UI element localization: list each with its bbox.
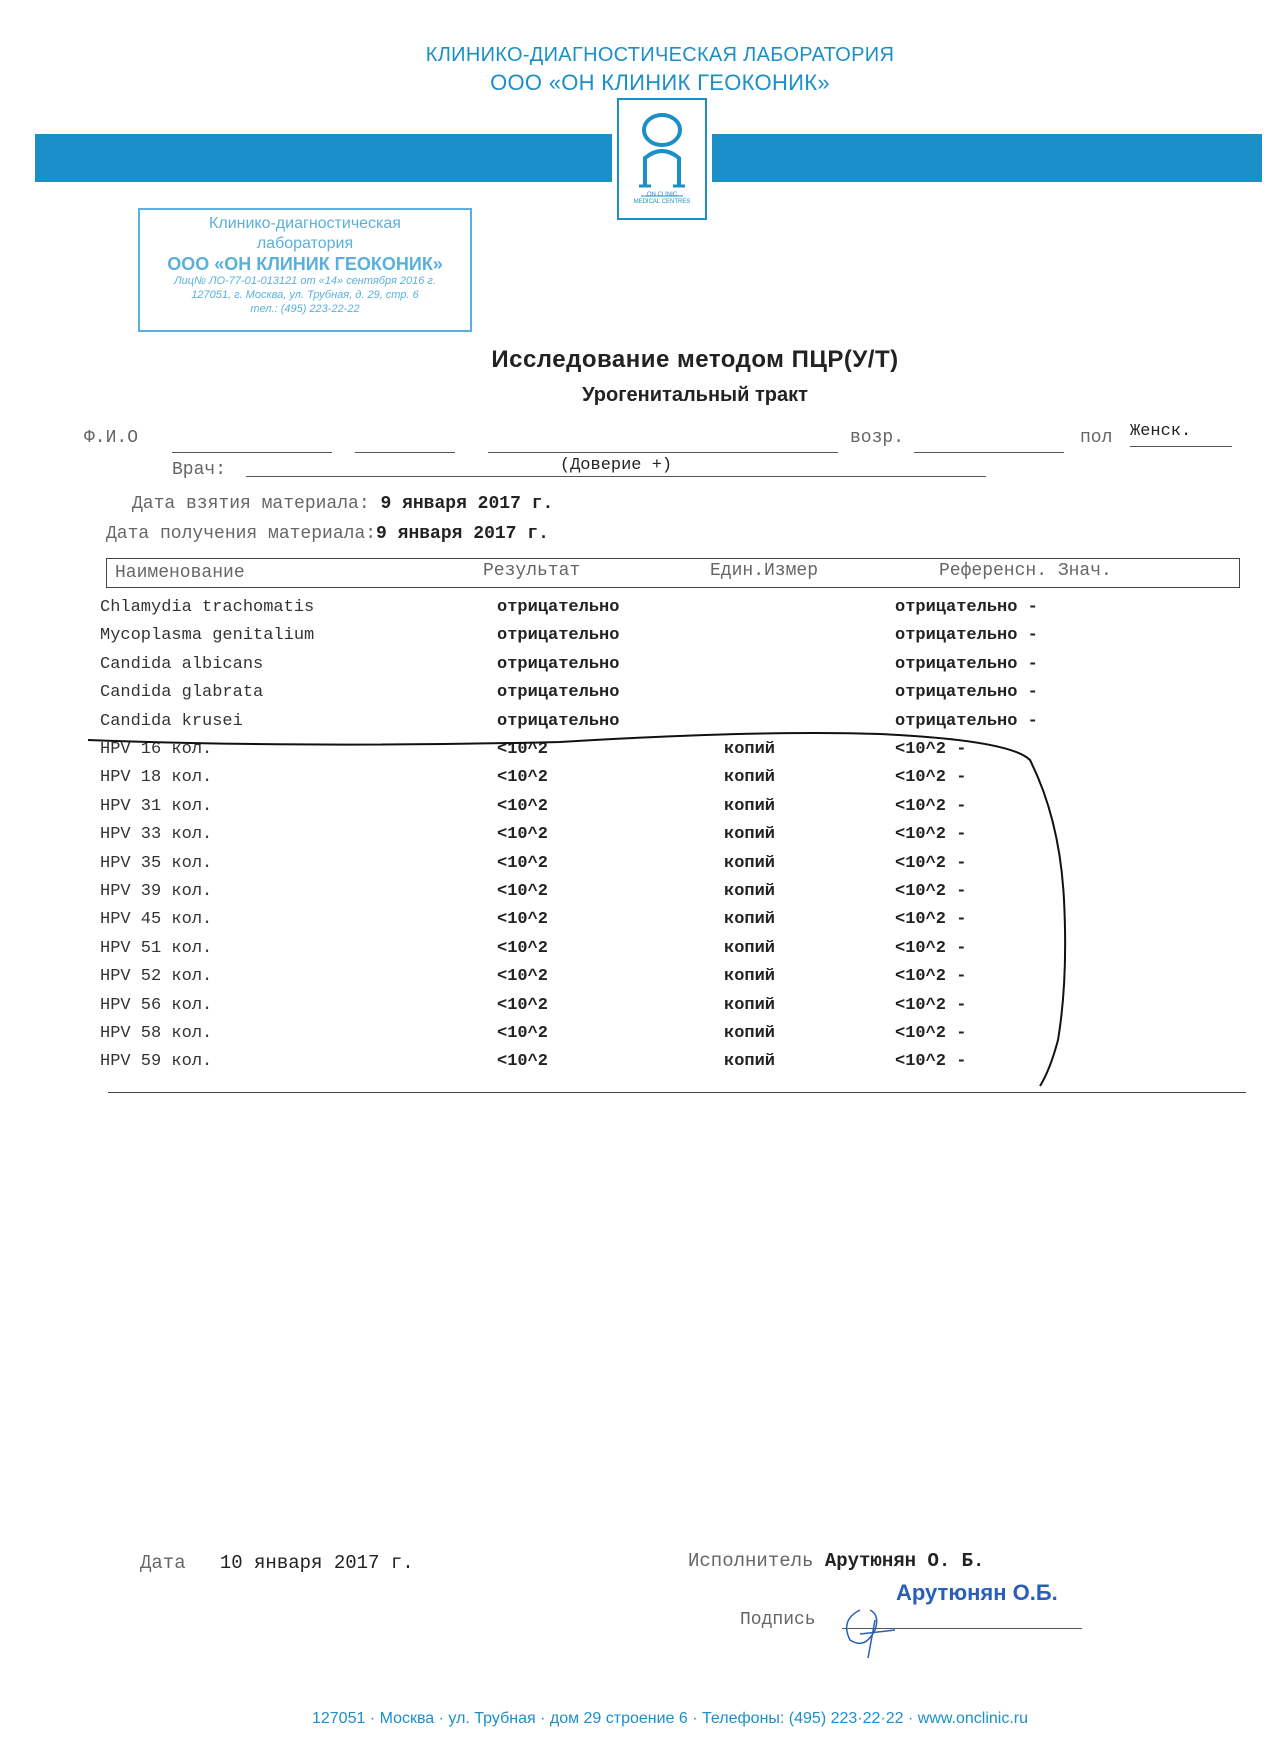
cell-result: отрицательно: [497, 711, 620, 731]
cell-result: <10^2: [497, 910, 549, 930]
stamp-line5: 127051, г. Москва, ул. Трубная, д. 29, стр. 6: [191, 289, 419, 301]
lab-name-line1: КЛИНИКО-ДИАГНОСТИЧЕСКАЯ ЛАБОРАТОРИЯ: [425, 44, 895, 66]
signoff-date-value: 10 января 2017 г.: [219, 1552, 414, 1574]
cell-unit: копий: [724, 825, 776, 845]
cell-name: HPV 45 кол.: [100, 910, 213, 930]
doctor-label: Врач:: [172, 460, 227, 480]
cell-name: HPV 52 кол.: [100, 967, 213, 987]
signoff-date-row: [140, 1552, 414, 1574]
sex-value: Женск.: [1130, 422, 1232, 447]
cell-name: HPV 56 кол.: [100, 995, 213, 1015]
age-label: возр.: [850, 428, 905, 448]
cell-name: HPV 18 кол.: [100, 768, 213, 788]
cell-ref: <10^2 -: [895, 740, 967, 759]
cell-unit: копий: [724, 938, 776, 958]
cell-name: HPV 58 кол.: [100, 1024, 213, 1043]
cell-ref: отрицательно -: [895, 598, 1038, 617]
cell-result: <10^2: [497, 882, 549, 901]
cell-ref: <10^2 -: [895, 938, 967, 958]
cell-name: Candida albicans: [100, 654, 264, 674]
cell-ref: <10^2 -: [895, 995, 967, 1015]
cell-unit: копий: [724, 1024, 776, 1043]
fio-label: Ф.И.О: [84, 428, 139, 448]
date-received-value: 9 января 2017 г.: [376, 524, 549, 544]
cell-result: <10^2: [497, 938, 549, 958]
cell-ref: <10^2 -: [895, 882, 967, 901]
cell-name: HPV 16 кол.: [100, 740, 213, 759]
signature-scribble: [820, 1590, 940, 1660]
footer-address: 127051 · Москва · ул. Трубная · дом 29 строение 6 · Телефоны: (495) 223·22·22 · www.onclinic.ru: [311, 1710, 1029, 1727]
signature-name-stamp: Арутюнян О.Б.: [896, 1580, 1058, 1605]
cell-unit: копий: [724, 853, 776, 873]
cell-result: отрицательно: [497, 683, 620, 703]
cell-unit: копий: [724, 1052, 776, 1072]
cell-result: <10^2: [497, 768, 549, 788]
cell-unit: копий: [724, 995, 776, 1015]
stamp-line6: тел.: (495) 223-22-22: [250, 303, 360, 315]
cell-name: HPV 33 кол.: [100, 825, 213, 845]
date-taken-value: 9 января 2017 г.: [380, 494, 554, 514]
cell-unit: копий: [724, 882, 776, 901]
cell-unit: копий: [724, 740, 776, 759]
cell-ref: <10^2 -: [895, 967, 967, 987]
cell-result: отрицательно: [497, 626, 620, 646]
stamp-line2: лаборатория: [256, 235, 354, 252]
cell-ref: <10^2 -: [895, 853, 967, 873]
cell-ref: <10^2 -: [895, 910, 967, 930]
col-unit-header: Един.Измер: [710, 561, 819, 581]
cell-unit: копий: [724, 967, 776, 987]
cell-ref: <10^2 -: [895, 796, 967, 816]
cell-ref: <10^2 -: [895, 1052, 967, 1072]
executor-value: Арутюнян О. Б.: [824, 1550, 985, 1572]
cell-ref: <10^2 -: [895, 768, 967, 788]
cell-unit: копий: [724, 796, 776, 816]
stamp-line1: Клинико-диагностическая: [209, 215, 401, 232]
cell-result: <10^2: [497, 967, 549, 987]
cell-result: отрицательно: [497, 654, 620, 674]
cell-ref: отрицательно -: [895, 654, 1038, 674]
cell-name: HPV 59 кол.: [100, 1052, 213, 1072]
cell-ref: отрицательно -: [895, 683, 1038, 703]
stamp-line4: Лиц№ ЛО-77-01-013121 от «14» сентября 2016 г.: [174, 275, 436, 287]
cell-result: <10^2: [497, 1052, 549, 1072]
cell-result: <10^2: [497, 740, 549, 759]
lab-name-line2: ООО «ОН КЛИНИК ГЕОКОНИК»: [490, 70, 830, 95]
cell-ref: отрицательно -: [895, 711, 1038, 731]
cell-result: <10^2: [497, 825, 549, 845]
report-subtitle: Урогенитальный тракт: [582, 384, 808, 406]
cell-result: отрицательно: [497, 598, 620, 617]
report-title: Исследование методом ПЦР(У/Т): [491, 346, 899, 373]
signoff-date-label: Дата: [140, 1552, 186, 1574]
logo-caption-1: ON CLINIC: [646, 192, 678, 198]
cell-name: Chlamydia trachomatis: [100, 598, 315, 617]
col-name-header: Наименование: [115, 563, 245, 583]
cell-name: Candida glabrata: [100, 683, 264, 703]
date-received-label: Дата получения материала:: [106, 524, 377, 544]
sex-label: пол: [1080, 428, 1113, 448]
executor-label: Исполнитель: [688, 1550, 814, 1572]
cell-unit: копий: [724, 910, 776, 930]
cell-ref: <10^2 -: [895, 825, 967, 845]
cell-result: <10^2: [497, 1024, 549, 1043]
cell-result: <10^2: [497, 796, 549, 816]
date-taken-label: Дата взятия материала:: [132, 494, 370, 514]
stamp-line3: ООО «ОН КЛИНИК ГЕОКОНИК»: [167, 254, 443, 274]
cell-result: <10^2: [497, 853, 549, 873]
cell-unit: копий: [724, 768, 776, 788]
cell-name: HPV 39 кол.: [100, 882, 213, 901]
executor-row: [688, 1550, 984, 1572]
doctor-value: (Доверие +): [559, 456, 673, 475]
logo-caption-2: MEDICAL CENTRES: [633, 199, 691, 205]
cell-name: Mycoplasma genitalium: [100, 626, 315, 646]
signature-label: Подпись: [740, 1610, 816, 1630]
cell-name: HPV 35 кол.: [100, 853, 213, 873]
cell-name: HPV 31 кол.: [100, 796, 213, 816]
cell-ref: <10^2 -: [895, 1024, 967, 1043]
col-result-header: Результат: [483, 561, 581, 581]
cell-ref: отрицательно -: [895, 626, 1038, 646]
cell-name: HPV 51 кол.: [100, 938, 213, 958]
cell-result: <10^2: [497, 995, 549, 1015]
cell-name: Candida krusei: [100, 711, 243, 731]
col-ref-header: Референсн. Знач.: [939, 561, 1112, 581]
